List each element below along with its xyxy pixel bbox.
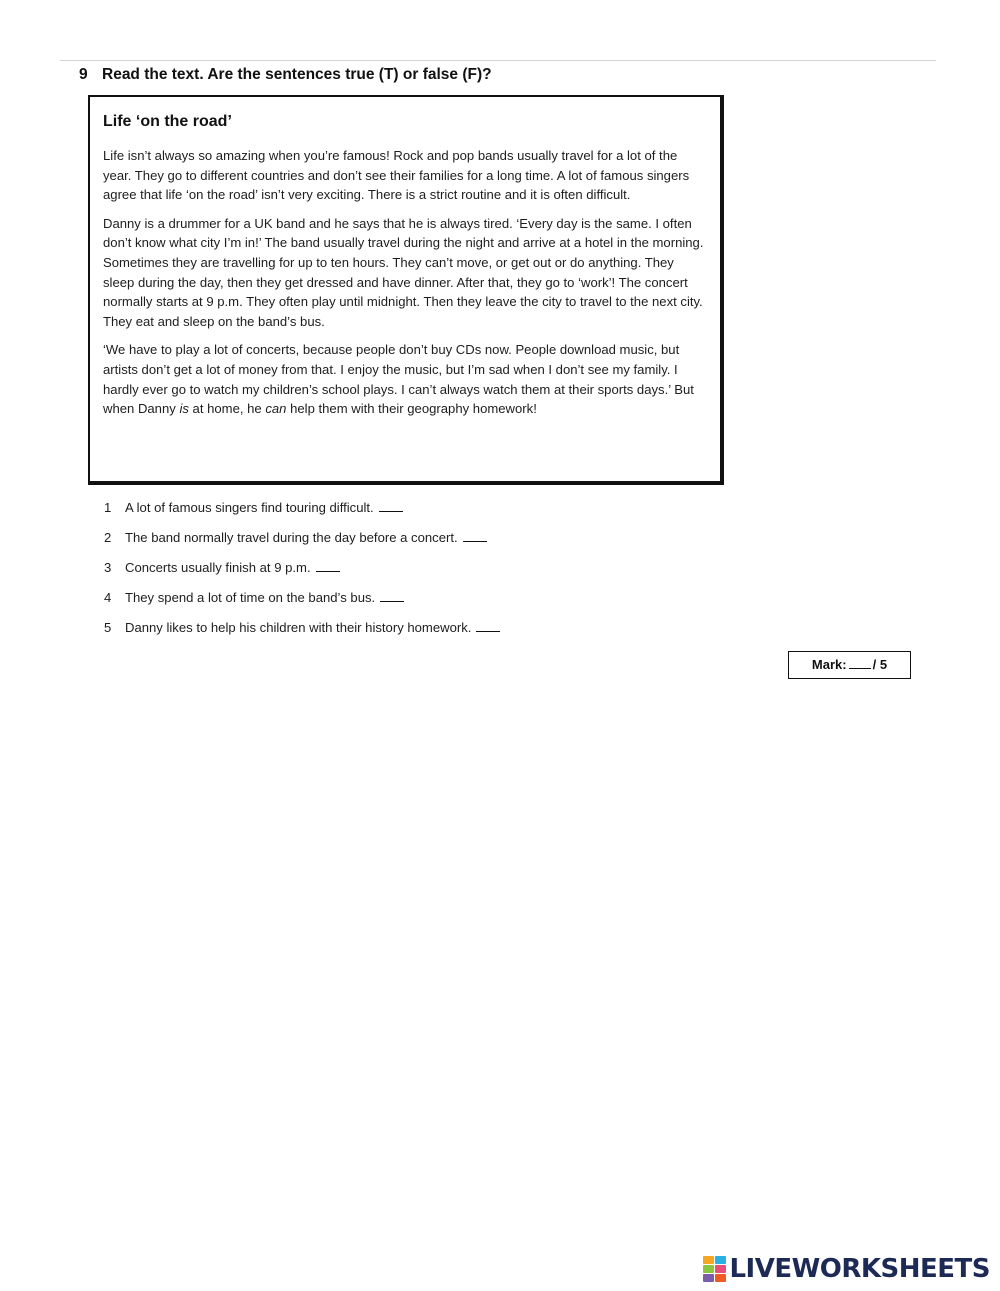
answer-blank[interactable] xyxy=(316,559,340,572)
reading-paragraph-1: Life isn’t always so amazing when you’re famous! Rock and pop bands usually travel for a lot of the year. They go to different countries and don’t see their families for a long time. A lot of famous singers agree that life ‘on the road’ isn’t very exciting. There is a strict routine and it is often difficult. xyxy=(103,148,690,203)
exercise-number: 9 xyxy=(79,66,88,83)
question-item xyxy=(104,558,500,588)
question-item xyxy=(104,618,500,648)
question-text: The band normally travel during the day before a concert. xyxy=(125,530,458,545)
question-number: 3 xyxy=(104,560,112,575)
emphasis-is: is xyxy=(179,401,189,417)
question-list xyxy=(104,498,500,648)
answer-blank[interactable] xyxy=(476,619,500,632)
answer-blank[interactable] xyxy=(380,589,404,602)
reading-paragraph-2: Danny is a drummer for a UK band and he says that he is always tired. ‘Every day is the same. I often don’t know what city I’m in!’ The band usually travel during the night and arrive at a hotel in the morning. Sometimes they are travelling for up to ten hours. They can’t move, or get out or do anything. They sleep during the day, then they get dressed and have dinner. After that, they go to ‘work’! The concert normally starts at 9 p.m. They often play until midnight. Then they leave the city to travel to the next city. They eat and sleep on the band’s bus. xyxy=(103,215,704,329)
mark-label: Mark: xyxy=(811,657,847,672)
question-number: 1 xyxy=(104,500,112,515)
mark-total: / 5 xyxy=(872,657,888,672)
question-number: 5 xyxy=(104,620,112,635)
question-text: A lot of famous singers find touring difficult. xyxy=(125,500,374,515)
reading-paragraph-3: ‘We have to play a lot of concerts, because people don’t buy CDs now. People download music, but artists don’t get a lot of money from that. I enjoy the music, but I’m sad when I don’t see my family. I hardly ever go to watch my children’s school plays. I can’t always watch them at their sports days.’ But when Danny is at home, he can help them with their geography homework! xyxy=(103,342,694,417)
liveworksheets-brand xyxy=(703,1254,990,1284)
brand-name: LIVEWORKSHEETS xyxy=(729,1254,990,1284)
question-text: Concerts usually finish at 9 p.m. xyxy=(125,560,311,575)
mark-box xyxy=(788,651,911,679)
mark-blank[interactable] xyxy=(849,657,871,669)
answer-blank[interactable] xyxy=(379,499,403,512)
top-divider xyxy=(60,60,936,61)
answer-blank[interactable] xyxy=(463,529,487,542)
question-number: 2 xyxy=(104,530,112,545)
question-text: They spend a lot of time on the band’s bus. xyxy=(125,590,376,605)
question-item xyxy=(104,528,500,558)
emphasis-can: can xyxy=(265,401,287,417)
liveworksheets-logo-icon xyxy=(703,1256,726,1282)
question-number: 4 xyxy=(104,590,112,605)
instruction-text: Read the text. Are the sentences true (T) or false (F)? xyxy=(102,66,492,83)
question-item xyxy=(104,588,500,618)
exercise-instruction xyxy=(79,66,492,84)
reading-title: Life ‘on the road’ xyxy=(103,113,232,130)
question-item xyxy=(104,498,500,528)
question-text: Danny likes to help his children with their history homework. xyxy=(125,620,472,635)
reading-text-box xyxy=(88,95,724,485)
